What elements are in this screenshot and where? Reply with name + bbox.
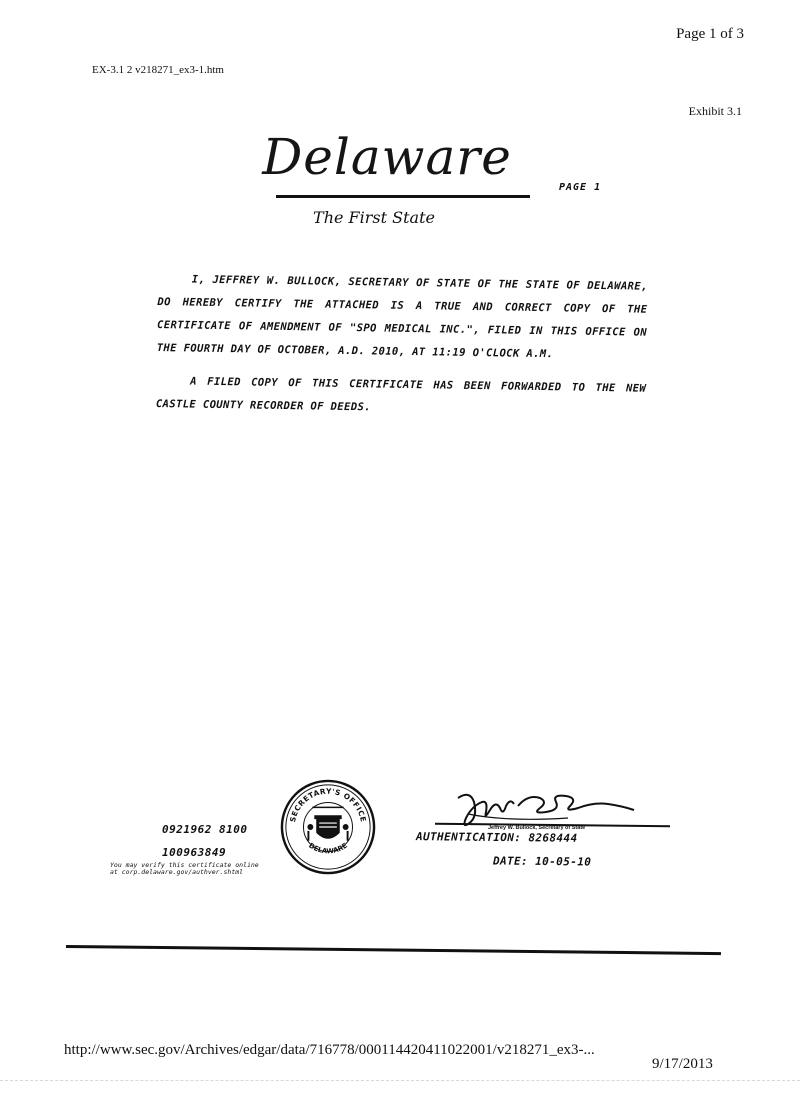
letterhead-rule xyxy=(276,195,530,198)
certificate-paragraph: A FILED COPY OF THIS CERTIFICATE HAS BEEN FORWARDED TO THE NEW CASTLE COUNTY RECORDER OF DEEDS. xyxy=(155,375,647,414)
file-number: 0921962 8100 xyxy=(162,823,248,836)
verify-line: at corp.delaware.gov/authver.shtml xyxy=(110,868,244,876)
letterhead-subtitle: The First State xyxy=(313,208,435,227)
seal-text-bottom: DELAWARE xyxy=(307,841,349,856)
exhibit-label: Exhibit 3.1 xyxy=(688,104,742,118)
certificate-body xyxy=(156,268,648,434)
footer-date: 9/17/2013 xyxy=(652,1056,713,1072)
verify-line: You may verify this certificate online xyxy=(110,861,259,869)
signer-name: Jeffrey W. Bullock, Secretary of State xyxy=(488,825,586,831)
certificate-paragraph: I, JEFFREY W. BULLOCK, SECRETARY OF STATE OF THE STATE OF DELAWARE, DO HEREBY CERTIFY THE ATTACHED IS A TRUE AND CORRECT COPY OF THE CERTIFICATE OF AMENDMENT OF "SPO MEDICAL INC.", FILED IN THIS OFFICE ON THE FOURTH DAY OF OCTOBER, A.D. 2010, AT 11:19 O'CLOCK A.M. xyxy=(156,273,648,361)
letterhead-title: Delaware xyxy=(262,128,512,186)
certificate-date: DATE: 10-05-10 xyxy=(492,854,592,869)
svg-text:DELAWARE xyxy=(307,841,349,855)
letterhead-title-wrap xyxy=(0,128,800,186)
page-edge xyxy=(0,1080,800,1082)
footer-rule xyxy=(66,945,721,955)
page-label: PAGE 1 xyxy=(559,182,602,193)
authentication-number: AUTHENTICATION: 8268444 xyxy=(415,830,578,845)
sr-number: 100963849 xyxy=(162,846,227,859)
page-number: Page 1 of 3 xyxy=(676,26,744,42)
document-filename: EX-3.1 2 v218271_ex3-1.htm xyxy=(92,64,224,76)
state-seal-icon xyxy=(279,778,377,876)
footer-url: http://www.sec.gov/Archives/edgar/data/716778/000114420411022001/v218271_ex3-... xyxy=(64,1042,595,1058)
seal-text-top: SECRETARY'S OFFICE xyxy=(288,786,368,823)
